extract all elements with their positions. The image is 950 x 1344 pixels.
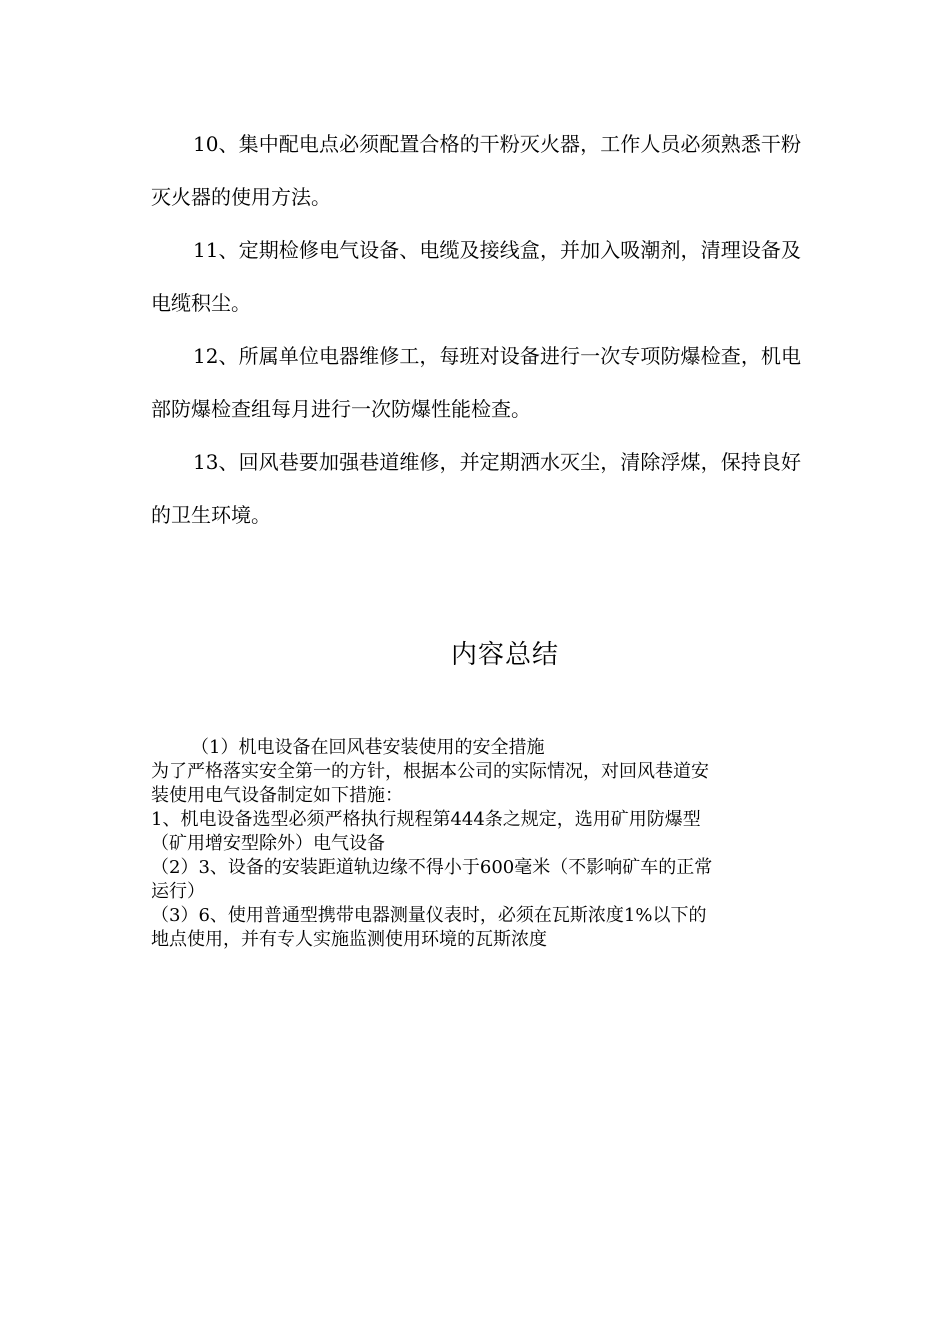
measure-item-13: 13、回风巷要加强巷道维修，并定期洒水灭尘，清除浮煤，保持良好的卫生环境。 [151, 450, 801, 527]
summary-line: 运行） [151, 881, 205, 902]
measure-item-10: 10、集中配电点必须配置合格的干粉灭火器，工作人员必须熟悉干粉灭火器的使用方法。 [151, 132, 801, 209]
summary-line: （1）机电设备在回风巷安装使用的安全措施 [191, 737, 545, 758]
summary-line: 地点使用，并有专人实施监测使用环境的瓦斯浓度 [151, 929, 547, 950]
summary-line: （矿用增安型除外）电气设备 [151, 833, 385, 854]
summary-line: 1、机电设备选型必须严格执行规程第444条之规定，选用矿用防爆型 [151, 809, 701, 830]
summary-line: （3）6、使用普通型携带电器测量仪表时，必须在瓦斯浓度1%以下的 [151, 905, 707, 926]
summary-body [151, 736, 801, 952]
summary-line: 为了严格落实安全第一的方针，根据本公司的实际情况，对回风巷道安 [151, 761, 709, 782]
measure-item-12: 12、所属单位电器维修工，每班对设备进行一次专项防爆检查，机电部防爆检查组每月进行一次防爆性能检查。 [151, 344, 801, 421]
measures-list [151, 118, 801, 542]
summary-line: （2）3、设备的安装距道轨边缘不得小于600毫米（不影响矿车的正常 [151, 857, 713, 878]
summary-line: 装使用电气设备制定如下措施： [151, 785, 403, 806]
measure-item-11: 11、定期检修电气设备、电缆及接线盒，并加入吸潮剂，清理设备及电缆积尘。 [151, 238, 801, 315]
summary-title: 内容总结 [450, 640, 559, 670]
